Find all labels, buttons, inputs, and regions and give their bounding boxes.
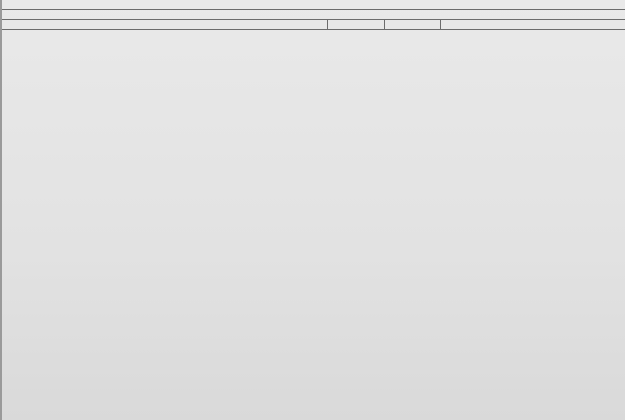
payment-total-date bbox=[328, 20, 385, 29]
payment-total-pct bbox=[385, 20, 441, 29]
page-edge bbox=[0, 0, 2, 420]
payment-total-amount bbox=[441, 20, 625, 29]
schedule-section bbox=[0, 10, 625, 20]
payment-total-row bbox=[0, 20, 625, 30]
schedule-header bbox=[0, 0, 625, 10]
payment-total-label bbox=[0, 20, 328, 29]
payment-schedule bbox=[0, 0, 625, 30]
